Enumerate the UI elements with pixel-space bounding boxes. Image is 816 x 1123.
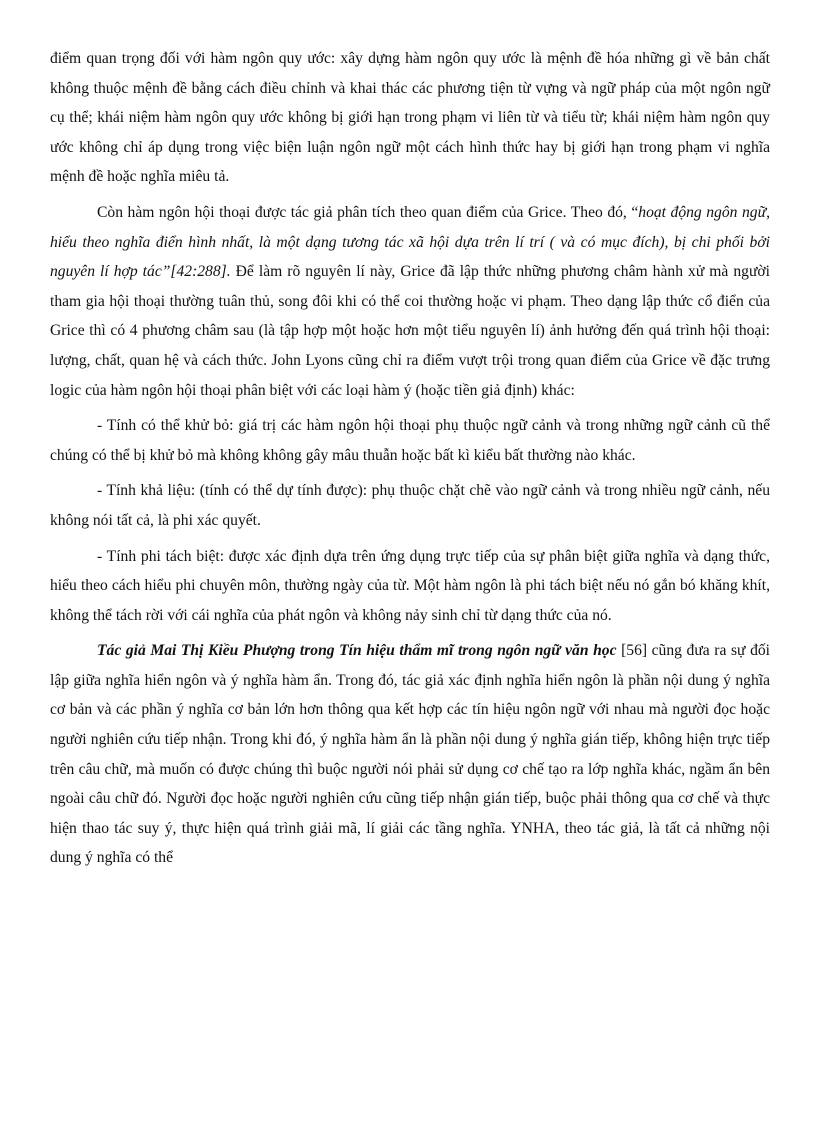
list-item-text: - Tính có thể khử bỏ: giá trị các hàm ngôn hội thoại phụ thuộc ngữ cảnh và trong những ngữ cảnh cũ thể chúng có thể bị khử bỏ mà không không gây mâu thuẫn hoặc bất kì kiểu bất thường nào khác. bbox=[50, 417, 770, 464]
paragraph-rest-text: [56] cũng đưa ra sự đối lập giữa nghĩa hiển ngôn và ý nghĩa hàm ẩn. Trong đó, tác giả xác định nghĩa hiển ngôn là phần nội dung ý nghĩa cơ bản và các phần ý nghĩa cơ bản lớn hơn thông qua kết hợp các tín hiệu ngôn ngữ với nhau mà người đọc hoặc người nghiên cứu tiếp nhận. Trong khi đó, ý nghĩa hàm ẩn là phần nội dung ý nghĩa gián tiếp, không hiện trực tiếp trên câu chữ, mà muốn có được chúng thì buộc người nói phải sử dụng cơ chế tạo ra lớp nghĩa khác, ngầm ẩn bên ngoài câu chữ đó. Người đọc hoặc người nghiên cứu cũng tiếp nhận gián tiếp, buộc phải thông qua cơ chế và thực hiện thao tác suy ý, thực hiện quá trình giải mã, lí giải các tầng nghĩa. YNHA, theo tác giả, là tất cả những nội dung ý nghĩa có thể bbox=[50, 642, 771, 867]
list-item-cancellability bbox=[50, 411, 770, 470]
list-item-text: - Tính phi tách biệt: được xác định dựa trên ứng dụng trực tiếp của sự phân biệt giữa nghĩa và dạng thức, hiểu theo cách hiểu phi chuyên môn, thường ngày của từ. Một hàm ngôn là phi tách biệt nếu nó gắn bó khăng khít, không thể tách rời với cái nghĩa của phát ngôn và không nảy sinh chỉ từ dạng thức của nó. bbox=[50, 547, 770, 624]
paragraph-conversational-implicature bbox=[50, 198, 770, 405]
paragraph-conventional-implicature bbox=[50, 44, 770, 192]
list-item-text: - Tính khả liệu: (tính có thể dự tính được): phụ thuộc chặt chẽ vào ngữ cảnh và trong nhiều ngữ cảnh, nếu không nói tất cả, là phi xác quyết. bbox=[50, 482, 770, 529]
author-work-title: Tác giả Mai Thị Kiều Phượng trong Tín hiệu thẩm mĩ trong ngôn ngữ văn học bbox=[97, 642, 617, 660]
paragraph-text: điểm quan trọng đối với hàm ngôn quy ước: xây dựng hàm ngôn quy ước là mệnh đề hóa những gì về bản chất không thuộc mệnh đề bằng cách điều chỉnh và khai thác các phương tiện từ vựng và ngữ pháp của một ngôn ngữ cụ thể; khái niệm hàm ngôn quy ước không bị giới hạn trong phạm vi liên từ và tiểu từ; khái niệm hàm ngôn quy ước không chỉ áp dụng trong việc biện luận ngôn ngữ một cách hình thức hay bị giới hạn trong phạm vi nghĩa mệnh đề hoặc nghĩa miêu tả. bbox=[50, 50, 770, 186]
list-item-non-detachability bbox=[50, 542, 770, 631]
document-page bbox=[50, 44, 770, 879]
paragraph-rest-text: Để làm rõ nguyên lí này, Grice đã lập thức những phương châm hành xử mà người tham gia hội thoại thường tuân thủ, song đôi khi có thể coi thường hoặc vi phạm. Theo dạng lập thức cổ điển của Grice thì có 4 phương châm sau (là tập hợp một hoặc hơn một tiểu nguyên lí) ảnh hưởng đến quá trình hội thoại: lượng, chất, quan hệ và cách thức. John Lyons cũng chỉ ra điểm vượt trội trong quan điểm của Grice về đặc trưng logic của hàm ngôn hội thoại phân biệt với các loại hàm ý (hoặc tiền giả định) khác: bbox=[50, 263, 770, 399]
paragraph-mai-thi-kieu-phuong bbox=[50, 636, 770, 873]
list-item-calculability bbox=[50, 476, 770, 535]
grice-quote: hoạt động ngôn ngữ, hiểu theo nghĩa điển hình nhất, là một dạng tương tác xã hội dựa trên lí trí ( và có mục đích), bị chi phối bởi nguyên lí hợp tác”[42:288]. bbox=[50, 203, 770, 281]
paragraph-lead-text: Còn hàm ngôn hội thoại được tác giả phân tích theo quan điểm của Grice. Theo đó, “ bbox=[97, 203, 639, 221]
